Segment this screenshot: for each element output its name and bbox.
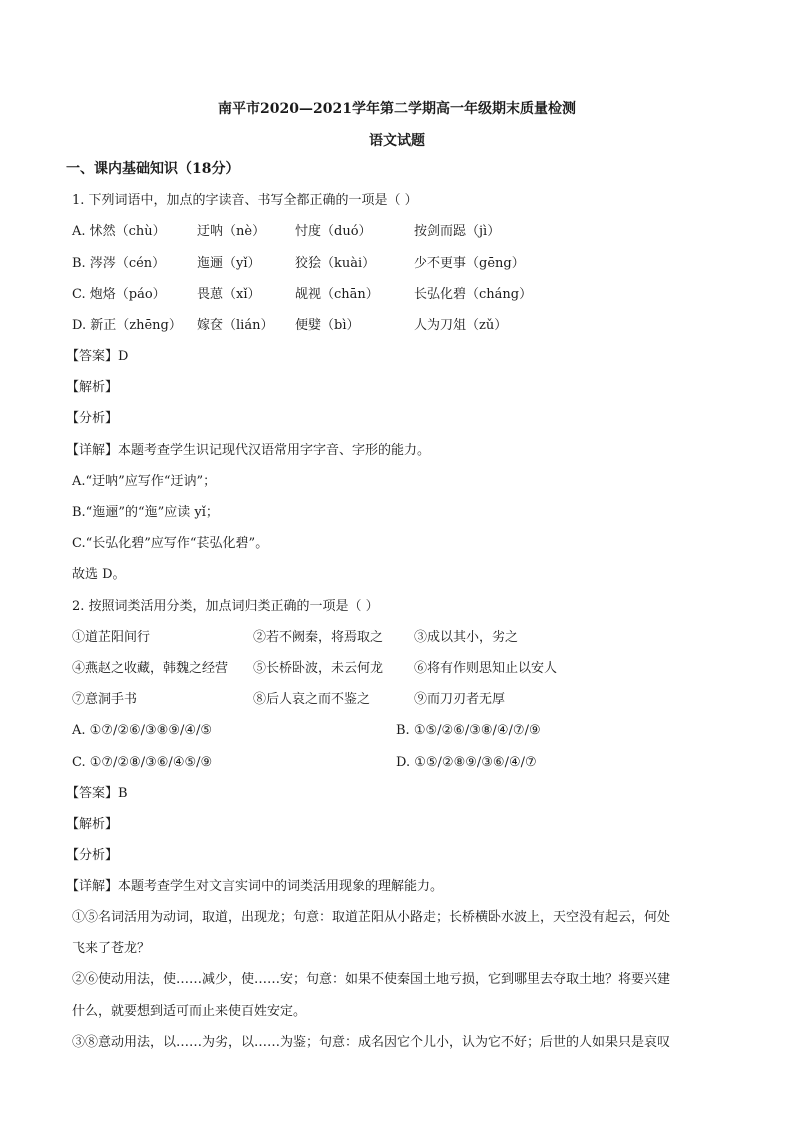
q1-explain-a: A.“迂呐”应写作“迂讷”；: [72, 474, 217, 489]
q1-option-d-4: 人为刀俎（zǔ）: [414, 318, 508, 333]
exam-subtitle: 语文试题: [369, 133, 425, 149]
q2-choice-a: A. ①⑦/②⑥/③⑧⑨/④/⑤: [72, 723, 213, 738]
exam-title: 南平市2020—2021学年第二学期高一年级期末质量检测: [218, 101, 576, 117]
q1-option-b-4: 少不更事（gēng）: [414, 256, 525, 271]
question-2-stem: 2. 按照词类活用分类，加点词归类正确的一项是（ ）: [72, 599, 379, 614]
q1-option-b-2: 迤逦（yǐ）: [197, 256, 261, 271]
q2-item-7: ⑦意洞手书: [72, 692, 138, 707]
q2-answer: 【答案】B: [66, 786, 128, 801]
q1-option-a-3: 忖度（duó）: [295, 224, 372, 239]
q2-explain-line-4: 什么，就要想到适可而止来使百姓安定。: [72, 1004, 307, 1019]
q2-explain-line-3: ②⑥使动用法，使……减少，使……安；句意：如果不使秦国土地亏损，它到哪里去夺取土地？将要兴建: [72, 972, 671, 987]
q2-item-3: ③成以其小，劣之: [414, 630, 519, 645]
q2-item-4: ④燕赵之收藏，韩魏之经营: [72, 661, 229, 676]
q2-detail: 【详解】本题考查学生对文言实词中的词类活用现象的理解能力。: [66, 879, 444, 894]
q2-explain-line-5: ③⑧意动用法，以……为劣，以……为鉴；句意：成名因它个儿小，认为它不好；后世的人如果只是哀叹: [72, 1035, 671, 1050]
q2-item-6: ⑥将有作则思知止以安人: [414, 661, 558, 676]
q2-choice-b: B. ①⑤/②⑥/③⑧/④/⑦/⑨: [396, 723, 541, 738]
q2-fenxi-label: 【分析】: [66, 848, 119, 863]
q1-option-c-4: 长弘化碧（cháng）: [414, 287, 533, 302]
q1-option-a-4: 按剑而跽（jì）: [414, 224, 501, 239]
q1-option-d-1: D. 新正（zhēng）: [72, 318, 182, 333]
q1-option-d-3: 便嬖（bì）: [295, 318, 360, 333]
q1-detail: 【详解】本题考查学生识记现代汉语常用字字音、字形的能力。: [66, 443, 431, 458]
q2-analysis-label: 【解析】: [66, 817, 119, 832]
q1-option-a-1: A. 怵然（chù）: [72, 224, 166, 239]
q2-item-9: ⑨而刀刃者无厚: [414, 692, 506, 707]
q1-option-c-3: 觇视（chān）: [295, 287, 379, 302]
q1-analysis-label: 【解析】: [66, 380, 119, 395]
q2-item-1: ①道芷阳间行: [72, 630, 151, 645]
q1-answer: 【答案】D: [66, 349, 129, 364]
q2-choice-d: D. ①⑤/②⑧⑨/③⑥/④/⑦: [396, 755, 537, 770]
q1-option-b-1: B. 涔涔（cén）: [72, 256, 166, 271]
q1-fenxi-label: 【分析】: [66, 411, 119, 426]
q1-explain-c: C.“长弘化碧”应写作“苌弘化碧”。: [72, 536, 269, 551]
q1-option-c-2: 畏葸（xǐ）: [197, 287, 261, 302]
section-heading: 一、课内基础知识（18分）: [66, 161, 240, 177]
q1-option-a-2: 迂呐（nè）: [197, 224, 266, 239]
q2-item-2: ②若不阙秦，将焉取之: [253, 630, 384, 645]
q2-choice-c: C. ①⑦/②⑧/③⑥/④⑤/⑨: [72, 755, 213, 770]
q2-item-5: ⑤长桥卧波，未云何龙: [253, 661, 384, 676]
q1-explain-b: B.“迤逦”的“迤”应读 yǐ；: [72, 505, 219, 520]
q1-option-b-3: 狡狯（kuài）: [295, 256, 376, 271]
q1-conclusion: 故选 D。: [72, 567, 126, 582]
question-1-stem: 1. 下列词语中，加点的字读音、书写全都正确的一项是（ ）: [72, 193, 418, 208]
q1-option-d-2: 嫁奁（lián）: [197, 318, 274, 333]
q2-explain-line-1: ①⑤名词活用为动词，取道，出现龙；句意：取道芷阳从小路走；长桥横卧水波上，天空没有起云，何处: [72, 910, 671, 925]
q2-item-8: ⑧后人哀之而不鉴之: [253, 692, 371, 707]
q1-option-c-1: C. 炮烙（páo）: [72, 287, 166, 302]
q2-explain-line-2: 飞来了苍龙？: [72, 941, 151, 956]
